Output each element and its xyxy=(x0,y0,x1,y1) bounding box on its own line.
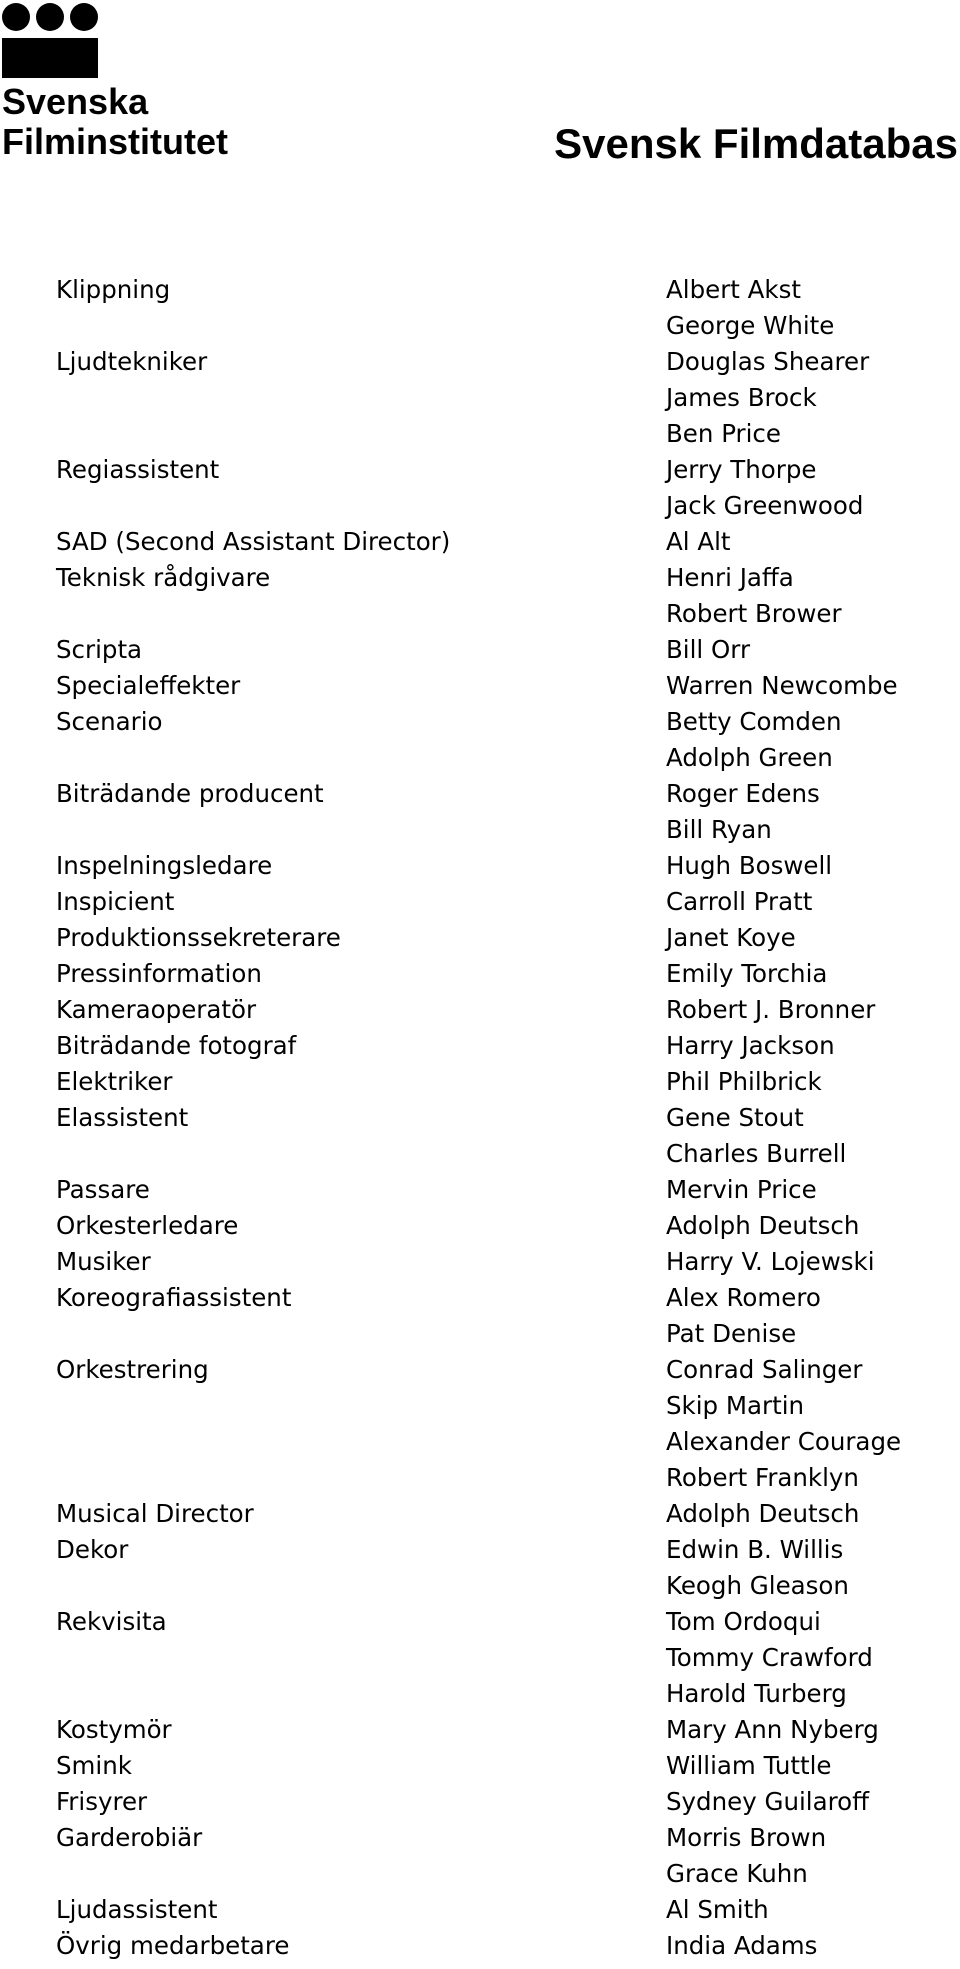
credit-person: Keogh Gleason xyxy=(666,1571,849,1600)
credit-role: Teknisk rådgivare xyxy=(56,563,271,592)
credit-person: Edwin B. Willis xyxy=(666,1535,844,1564)
credit-row xyxy=(0,668,960,704)
credit-role: Biträdande fotograf xyxy=(56,1031,297,1060)
credit-row xyxy=(0,1460,960,1496)
credit-person: Al Smith xyxy=(666,1895,769,1924)
credit-role: Elektriker xyxy=(56,1067,173,1096)
logo-line-1: Svenska xyxy=(2,81,149,122)
credit-row xyxy=(0,1388,960,1424)
credit-role: Elassistent xyxy=(56,1103,189,1132)
credit-role: Garderobiär xyxy=(56,1823,203,1852)
credit-person: Bill Ryan xyxy=(666,815,772,844)
credit-row xyxy=(0,560,960,596)
credit-person: Adolph Deutsch xyxy=(666,1211,860,1240)
credit-role: Rekvisita xyxy=(56,1607,167,1636)
credit-row xyxy=(0,1064,960,1100)
credit-row xyxy=(0,848,960,884)
credit-row xyxy=(0,1568,960,1604)
credit-row xyxy=(0,1172,960,1208)
credit-role: Passare xyxy=(56,1175,150,1204)
credit-row xyxy=(0,1496,960,1532)
credit-person: Hugh Boswell xyxy=(666,851,833,880)
credit-role: Inspicient xyxy=(56,887,175,916)
credit-person: Douglas Shearer xyxy=(666,347,870,376)
credit-role: Kameraoperatör xyxy=(56,995,257,1024)
credits-list xyxy=(0,272,960,1964)
credit-role: Koreografiassistent xyxy=(56,1283,292,1312)
credit-person: Tom Ordoqui xyxy=(666,1607,821,1636)
credit-person: Pat Denise xyxy=(666,1319,797,1348)
credit-row xyxy=(0,1100,960,1136)
credit-row xyxy=(0,1316,960,1352)
credit-row xyxy=(0,632,960,668)
credit-row xyxy=(0,308,960,344)
credit-person: Grace Kuhn xyxy=(666,1859,808,1888)
logo-wordmark xyxy=(2,82,228,162)
credit-role: Biträdande producent xyxy=(56,779,324,808)
credit-row xyxy=(0,416,960,452)
credit-role: Smink xyxy=(56,1751,132,1780)
credit-person: Skip Martin xyxy=(666,1391,805,1420)
logo-mark-icon xyxy=(2,2,107,92)
credit-person: Albert Akst xyxy=(666,275,801,304)
credit-person: Phil Philbrick xyxy=(666,1067,822,1096)
credit-role: Kostymör xyxy=(56,1715,172,1744)
credit-role: Scripta xyxy=(56,635,143,664)
credit-person: Henri Jaffa xyxy=(666,563,794,592)
credit-person: Conrad Salinger xyxy=(666,1355,863,1384)
credit-person: Alex Romero xyxy=(666,1283,821,1312)
credit-row xyxy=(0,1532,960,1568)
credit-person: Roger Edens xyxy=(666,779,820,808)
credit-role: SAD (Second Assistant Director) xyxy=(56,527,451,556)
credit-person: Harry V. Lojewski xyxy=(666,1247,875,1276)
credit-person: Adolph Green xyxy=(666,743,833,772)
credit-row xyxy=(0,740,960,776)
credit-person: Adolph Deutsch xyxy=(666,1499,860,1528)
credit-person: Betty Comden xyxy=(666,707,842,736)
credit-role: Inspelningsledare xyxy=(56,851,273,880)
credit-row xyxy=(0,1784,960,1820)
credit-person: Robert Brower xyxy=(666,599,842,628)
credit-person: Carroll Pratt xyxy=(666,887,813,916)
credit-role: Specialeffekter xyxy=(56,671,241,700)
credit-person: Robert J. Bronner xyxy=(666,995,876,1024)
credit-row xyxy=(0,272,960,308)
credit-person: India Adams xyxy=(666,1931,818,1960)
credit-row xyxy=(0,1424,960,1460)
credit-row xyxy=(0,1928,960,1964)
credit-role: Orkestrering xyxy=(56,1355,209,1384)
credit-role: Produktionssekreterare xyxy=(56,923,341,952)
credit-role: Regiassistent xyxy=(56,455,220,484)
credit-role: Ljudtekniker xyxy=(56,347,208,376)
credit-row xyxy=(0,380,960,416)
credit-person: Janet Koye xyxy=(666,923,796,952)
credit-role: Klippning xyxy=(56,275,171,304)
credit-person: Sydney Guilaroff xyxy=(666,1787,870,1816)
credit-row xyxy=(0,1352,960,1388)
credit-role: Övrig medarbetare xyxy=(56,1931,290,1960)
credit-person: Mervin Price xyxy=(666,1175,817,1204)
credit-role: Musical Director xyxy=(56,1499,254,1528)
credit-row xyxy=(0,884,960,920)
credit-person: Jack Greenwood xyxy=(666,491,864,520)
credit-person: James Brock xyxy=(666,383,817,412)
credit-person: Ben Price xyxy=(666,419,781,448)
credit-person: William Tuttle xyxy=(666,1751,832,1780)
credit-person: Robert Franklyn xyxy=(666,1463,859,1492)
credit-row xyxy=(0,1640,960,1676)
credit-row xyxy=(0,1604,960,1640)
credit-row xyxy=(0,1028,960,1064)
credit-row xyxy=(0,1208,960,1244)
credit-person: Jerry Thorpe xyxy=(666,455,817,484)
credit-row xyxy=(0,1892,960,1928)
credit-row xyxy=(0,992,960,1028)
credit-row xyxy=(0,488,960,524)
credit-role: Orkesterledare xyxy=(56,1211,239,1240)
credit-person: Morris Brown xyxy=(666,1823,827,1852)
credit-row xyxy=(0,524,960,560)
svenska-filminstitutet-logo xyxy=(2,2,264,167)
logo-line-2: Filminstitutet xyxy=(2,121,228,162)
credit-role: Dekor xyxy=(56,1535,129,1564)
credit-person: Mary Ann Nyberg xyxy=(666,1715,879,1744)
credit-row xyxy=(0,1136,960,1172)
credit-row xyxy=(0,1748,960,1784)
credit-role: Pressinformation xyxy=(56,959,262,988)
credit-person: George White xyxy=(666,311,835,340)
credit-person: Charles Burrell xyxy=(666,1139,847,1168)
credit-row xyxy=(0,1856,960,1892)
credit-person: Tommy Crawford xyxy=(666,1643,873,1672)
credit-role: Frisyrer xyxy=(56,1787,148,1816)
credit-person: Al Alt xyxy=(666,527,731,556)
credit-row xyxy=(0,596,960,632)
credit-person: Gene Stout xyxy=(666,1103,804,1132)
credit-row xyxy=(0,920,960,956)
credit-row xyxy=(0,1280,960,1316)
credit-role: Musiker xyxy=(56,1247,151,1276)
credit-role: Ljudassistent xyxy=(56,1895,218,1924)
credit-row xyxy=(0,1712,960,1748)
credit-row xyxy=(0,1676,960,1712)
credit-row xyxy=(0,344,960,380)
page-title: Svensk Filmdatabas xyxy=(554,120,958,167)
credit-row xyxy=(0,812,960,848)
credit-person: Warren Newcombe xyxy=(666,671,898,700)
credit-row xyxy=(0,452,960,488)
credit-person: Emily Torchia xyxy=(666,959,828,988)
credit-person: Bill Orr xyxy=(666,635,751,664)
credit-person: Harry Jackson xyxy=(666,1031,835,1060)
credit-role: Scenario xyxy=(56,707,163,736)
credit-person: Alexander Courage xyxy=(666,1427,902,1456)
credit-row xyxy=(0,956,960,992)
credit-row xyxy=(0,1820,960,1856)
credit-person: Harold Turberg xyxy=(666,1679,847,1708)
credit-row xyxy=(0,704,960,740)
credit-row xyxy=(0,1244,960,1280)
credit-row xyxy=(0,776,960,812)
